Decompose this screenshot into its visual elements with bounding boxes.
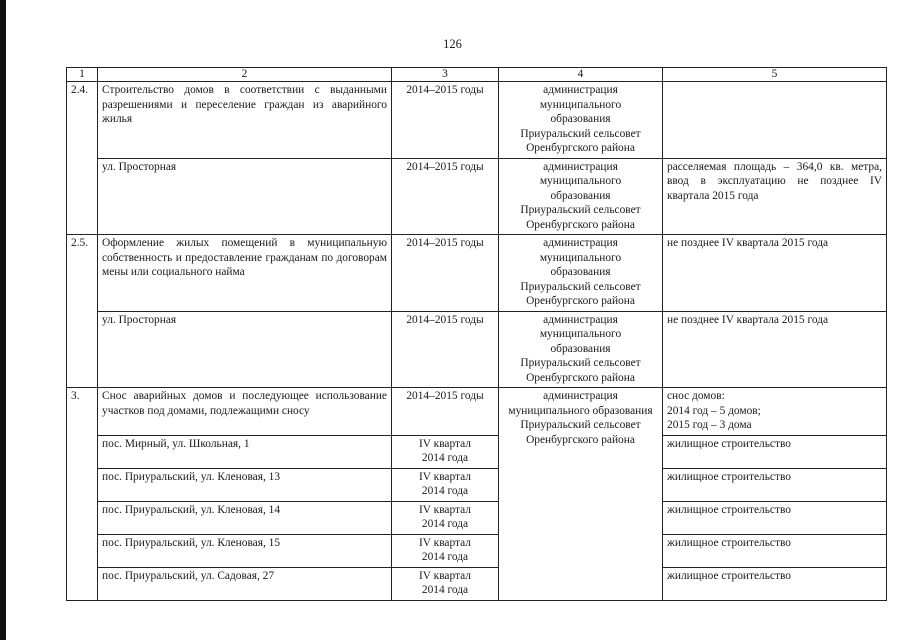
result-cell: жилищное строительство [663,468,887,501]
binding-edge [0,0,6,640]
table-row [67,388,887,436]
table-row [67,534,887,567]
column-header: 2 [98,68,392,82]
result-cell: жилищное строительство [663,534,887,567]
executor-cell: администрация муниципального образования Приуральский сельсовет Оренбургского района [499,388,663,601]
demolition-address: пос. Мирный, ул. Школьная, 1 [98,435,392,468]
demolition-address: пос. Приуральский, ул. Кленовая, 14 [98,501,392,534]
measure-name: Снос аварийных домов и последующее использование участков под домами, подлежащими сносу [98,388,392,436]
result-cell: жилищное строительство [663,567,887,600]
program-table [66,67,887,601]
table-row [67,235,887,312]
header-row [67,68,887,82]
table-row [67,82,887,159]
column-header: 4 [499,68,663,82]
period-cell: 2014–2015 годы [392,158,499,235]
period-cell: IV квартал 2014 года [392,468,499,501]
table-row [67,311,887,388]
table-row [67,435,887,468]
period-cell: 2014–2015 годы [392,388,499,436]
period-cell: IV квартал 2014 года [392,501,499,534]
measure-name: Оформление жилых помещений в муниципальную собственность и предоставление гражданам по договорам мены или социального найма [98,235,392,312]
demolition-address: пос. Приуральский, ул. Кленовая, 15 [98,534,392,567]
period-cell: 2014–2015 годы [392,235,499,312]
demolition-address: пос. Приуральский, ул. Садовая, 27 [98,567,392,600]
column-header: 1 [67,68,98,82]
executor-cell: администрация муниципального образования Приуральский сельсовет Оренбургского района [499,311,663,388]
result-cell: не позднее IV квартала 2015 года [663,311,887,388]
period-cell: 2014–2015 годы [392,82,499,159]
result-cell: снос домов: 2014 год – 5 домов; 2015 год – 3 дома [663,388,887,436]
result-cell: жилищное строительство [663,501,887,534]
row-number: 3. [67,388,98,601]
result-cell: не позднее IV квартала 2015 года [663,235,887,312]
period-cell: IV квартал 2014 года [392,567,499,600]
row-number: 2.4. [67,82,98,235]
measure-name: ул. Просторная [98,311,392,388]
executor-cell: администрация муниципального образования Приуральский сельсовет Оренбургского района [499,82,663,159]
result-cell [663,82,887,159]
measure-name: Строительство домов в соответствии с выданными разрешениями и переселение граждан из аварийного жилья [98,82,392,159]
page-number: 126 [443,37,462,51]
executor-cell: администрация муниципального образования Приуральский сельсовет Оренбургского района [499,235,663,312]
row-number: 2.5. [67,235,98,388]
period-cell: 2014–2015 годы [392,311,499,388]
period-cell: IV квартал 2014 года [392,435,499,468]
column-header: 3 [392,68,499,82]
column-header: 5 [663,68,887,82]
table-row [67,567,887,600]
table-row [67,468,887,501]
result-cell: расселяемая площадь – 364,0 кв. метра, ввод в эксплуатацию не позднее IV квартала 2015 года [663,158,887,235]
table-row [67,158,887,235]
measure-name: ул. Просторная [98,158,392,235]
executor-cell: администрация муниципального образования Приуральский сельсовет Оренбургского района [499,158,663,235]
table-row [67,501,887,534]
demolition-address: пос. Приуральский, ул. Кленовая, 13 [98,468,392,501]
result-cell: жилищное строительство [663,435,887,468]
period-cell: IV квартал 2014 года [392,534,499,567]
